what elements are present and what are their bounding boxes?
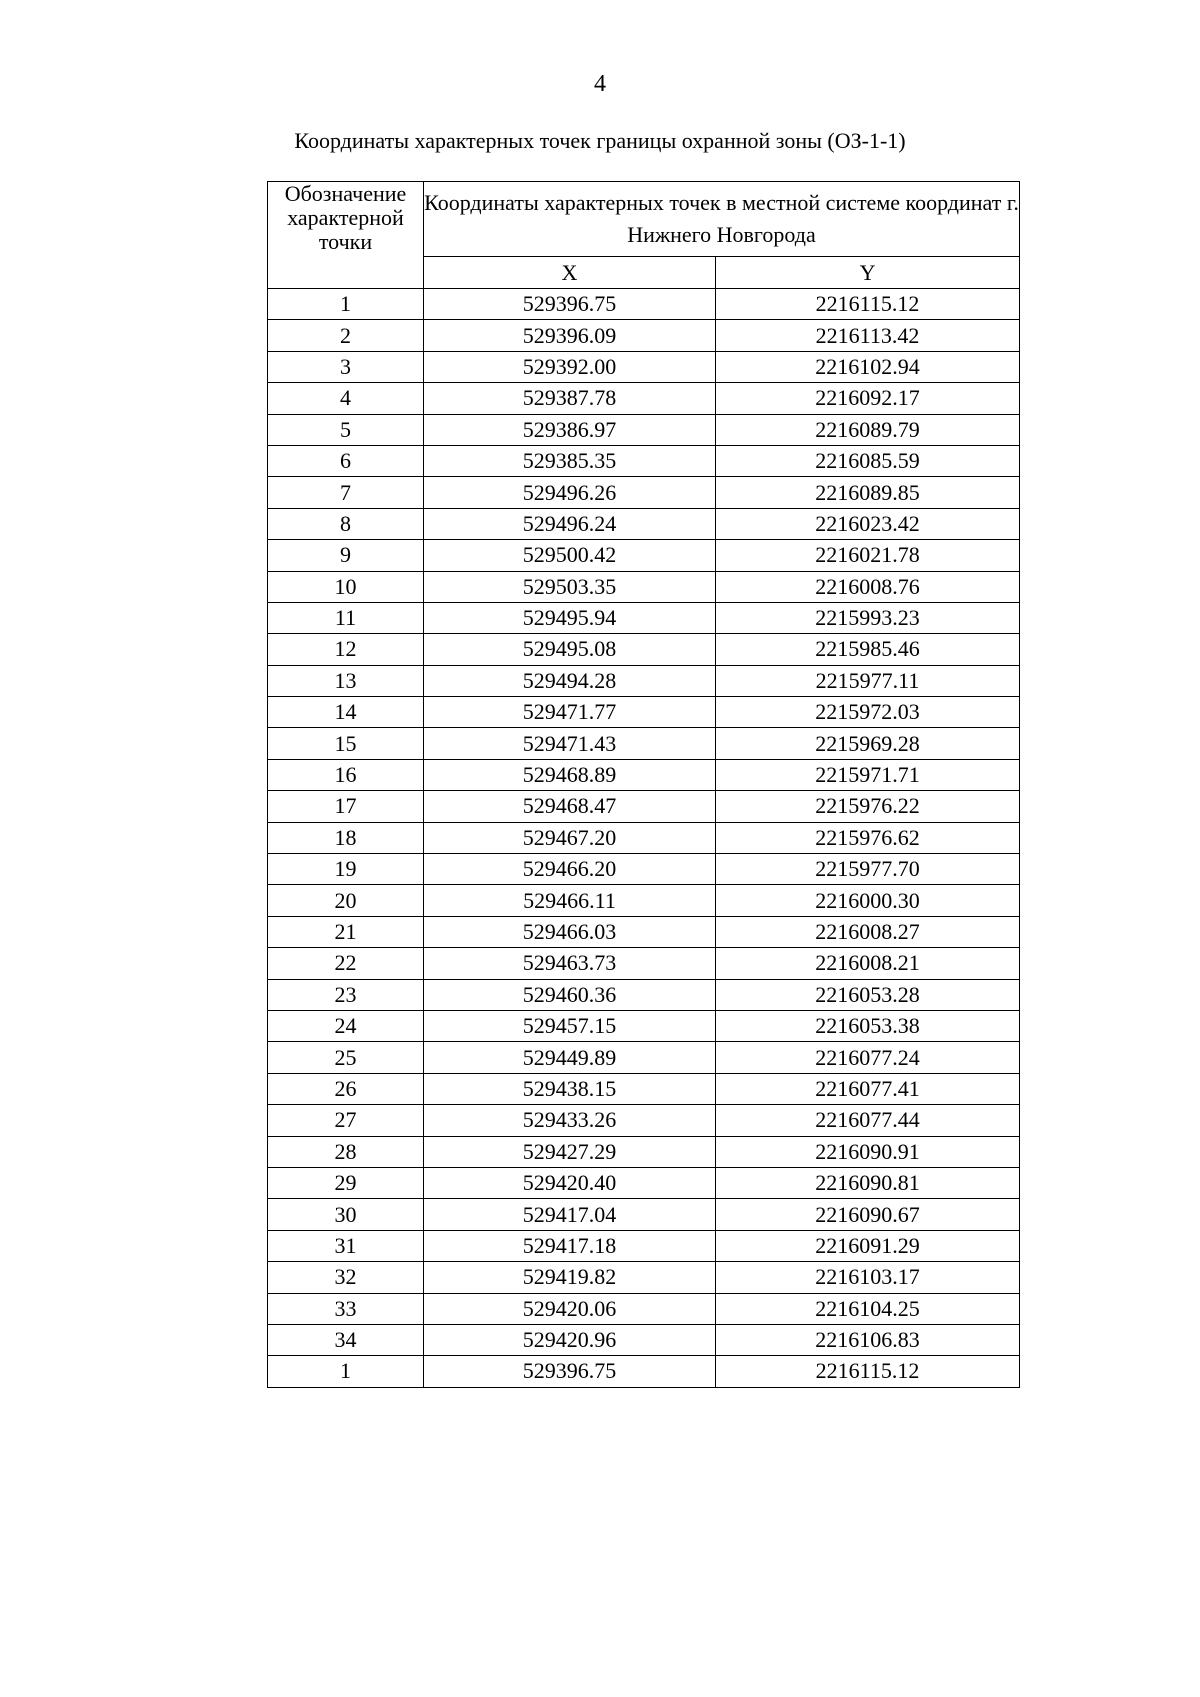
cell-y: 2216008.21 [716, 948, 1020, 979]
cell-point: 17 [268, 791, 424, 822]
cell-x: 529468.89 [424, 759, 716, 790]
cell-y: 2216091.29 [716, 1230, 1020, 1261]
cell-x: 529457.15 [424, 1010, 716, 1041]
cell-y: 2216102.94 [716, 351, 1020, 382]
cell-y: 2216077.24 [716, 1042, 1020, 1073]
table-row [268, 445, 1020, 476]
header-point-designation: Обозначение характерной точки [268, 182, 424, 289]
cell-point: 16 [268, 759, 424, 790]
cell-point: 32 [268, 1262, 424, 1293]
table-row [268, 1136, 1020, 1167]
cell-point: 2 [268, 320, 424, 351]
table-header [268, 182, 1020, 289]
cell-x: 529466.20 [424, 854, 716, 885]
cell-x: 529419.82 [424, 1262, 716, 1293]
cell-y: 2216103.17 [716, 1262, 1020, 1293]
cell-point: 26 [268, 1073, 424, 1104]
cell-y: 2215976.62 [716, 822, 1020, 853]
cell-y: 2216053.38 [716, 1010, 1020, 1041]
table-row [268, 1105, 1020, 1136]
cell-x: 529471.77 [424, 697, 716, 728]
cell-x: 529392.00 [424, 351, 716, 382]
table-row [268, 477, 1020, 508]
cell-x: 529438.15 [424, 1073, 716, 1104]
cell-x: 529495.08 [424, 634, 716, 665]
cell-x: 529496.24 [424, 508, 716, 539]
cell-point: 29 [268, 1167, 424, 1198]
table-row [268, 854, 1020, 885]
cell-point: 11 [268, 602, 424, 633]
table-row [268, 1042, 1020, 1073]
table-row [268, 508, 1020, 539]
cell-point: 33 [268, 1293, 424, 1324]
table-row [268, 351, 1020, 382]
table-row [268, 602, 1020, 633]
cell-x: 529386.97 [424, 414, 716, 445]
cell-y: 2216090.81 [716, 1167, 1020, 1198]
table-row [268, 1230, 1020, 1261]
cell-y: 2215985.46 [716, 634, 1020, 665]
cell-x: 529463.73 [424, 948, 716, 979]
cell-y: 2216090.67 [716, 1199, 1020, 1230]
table-row [268, 885, 1020, 916]
cell-y: 2216115.12 [716, 289, 1020, 320]
cell-y: 2216077.44 [716, 1105, 1020, 1136]
cell-point: 23 [268, 979, 424, 1010]
cell-x: 529385.35 [424, 445, 716, 476]
table-row [268, 634, 1020, 665]
cell-y: 2216077.41 [716, 1073, 1020, 1104]
table-row [268, 571, 1020, 602]
table-row [268, 1073, 1020, 1104]
cell-y: 2216000.30 [716, 885, 1020, 916]
cell-point: 5 [268, 414, 424, 445]
cell-point: 6 [268, 445, 424, 476]
cell-y: 2215976.22 [716, 791, 1020, 822]
cell-x: 529460.36 [424, 979, 716, 1010]
table-row [268, 1167, 1020, 1198]
cell-x: 529420.06 [424, 1293, 716, 1324]
cell-point: 1 [268, 1356, 424, 1387]
cell-x: 529387.78 [424, 383, 716, 414]
cell-x: 529396.75 [424, 1356, 716, 1387]
cell-y: 2215977.11 [716, 665, 1020, 696]
cell-y: 2216053.28 [716, 979, 1020, 1010]
table-row [268, 822, 1020, 853]
cell-point: 8 [268, 508, 424, 539]
table-row [268, 728, 1020, 759]
cell-point: 4 [268, 383, 424, 414]
coordinates-table [267, 181, 1020, 1388]
table-row [268, 289, 1020, 320]
table-row [268, 759, 1020, 790]
cell-x: 529427.29 [424, 1136, 716, 1167]
cell-point: 22 [268, 948, 424, 979]
header-x: X [424, 257, 716, 289]
cell-x: 529466.11 [424, 885, 716, 916]
cell-point: 15 [268, 728, 424, 759]
table-row [268, 540, 1020, 571]
cell-x: 529417.18 [424, 1230, 716, 1261]
cell-x: 529494.28 [424, 665, 716, 696]
cell-point: 31 [268, 1230, 424, 1261]
cell-y: 2216104.25 [716, 1293, 1020, 1324]
cell-point: 25 [268, 1042, 424, 1073]
cell-y: 2216021.78 [716, 540, 1020, 571]
cell-x: 529495.94 [424, 602, 716, 633]
cell-y: 2216089.79 [716, 414, 1020, 445]
page-title: Координаты характерных точек границы охранной зоны (ОЗ-1-1) [294, 128, 906, 153]
cell-point: 28 [268, 1136, 424, 1167]
table-body [268, 289, 1020, 1388]
table-row [268, 979, 1020, 1010]
cell-x: 529420.40 [424, 1167, 716, 1198]
cell-point: 1 [268, 289, 424, 320]
header-y: Y [716, 257, 1020, 289]
page-number: 4 [594, 71, 606, 97]
cell-x: 529503.35 [424, 571, 716, 602]
cell-point: 34 [268, 1324, 424, 1355]
table-row [268, 1262, 1020, 1293]
cell-point: 20 [268, 885, 424, 916]
table-row [268, 383, 1020, 414]
cell-y: 2215977.70 [716, 854, 1020, 885]
cell-x: 529466.03 [424, 916, 716, 947]
cell-x: 529496.26 [424, 477, 716, 508]
table-row [268, 1010, 1020, 1041]
table-row [268, 791, 1020, 822]
cell-x: 529468.47 [424, 791, 716, 822]
cell-x: 529467.20 [424, 822, 716, 853]
cell-x: 529417.04 [424, 1199, 716, 1230]
cell-x: 529471.43 [424, 728, 716, 759]
cell-point: 19 [268, 854, 424, 885]
cell-point: 9 [268, 540, 424, 571]
cell-point: 3 [268, 351, 424, 382]
cell-y: 2215971.71 [716, 759, 1020, 790]
cell-point: 10 [268, 571, 424, 602]
cell-x: 529449.89 [424, 1042, 716, 1073]
cell-y: 2216115.12 [716, 1356, 1020, 1387]
table-row [268, 916, 1020, 947]
cell-point: 27 [268, 1105, 424, 1136]
cell-x: 529433.26 [424, 1105, 716, 1136]
table-row [268, 320, 1020, 351]
cell-y: 2215969.28 [716, 728, 1020, 759]
cell-point: 30 [268, 1199, 424, 1230]
table-row [268, 1356, 1020, 1387]
cell-x: 529396.75 [424, 289, 716, 320]
cell-y: 2216089.85 [716, 477, 1020, 508]
cell-y: 2215993.23 [716, 602, 1020, 633]
cell-point: 24 [268, 1010, 424, 1041]
cell-x: 529396.09 [424, 320, 716, 351]
table-row [268, 1324, 1020, 1355]
cell-point: 12 [268, 634, 424, 665]
cell-x: 529420.96 [424, 1324, 716, 1355]
header-coordinate-system: Координаты характерных точек в местной системе координат г. Нижнего Новгорода [424, 182, 1020, 257]
cell-y: 2216008.27 [716, 916, 1020, 947]
table-row [268, 1293, 1020, 1324]
cell-y: 2216092.17 [716, 383, 1020, 414]
table-row [268, 665, 1020, 696]
cell-point: 21 [268, 916, 424, 947]
cell-y: 2215972.03 [716, 697, 1020, 728]
table-row [268, 1199, 1020, 1230]
cell-point: 7 [268, 477, 424, 508]
cell-y: 2216085.59 [716, 445, 1020, 476]
table-row [268, 948, 1020, 979]
table-row [268, 697, 1020, 728]
cell-y: 2216008.76 [716, 571, 1020, 602]
cell-point: 14 [268, 697, 424, 728]
cell-y: 2216023.42 [716, 508, 1020, 539]
cell-y: 2216106.83 [716, 1324, 1020, 1355]
cell-x: 529500.42 [424, 540, 716, 571]
cell-point: 18 [268, 822, 424, 853]
cell-point: 13 [268, 665, 424, 696]
cell-y: 2216113.42 [716, 320, 1020, 351]
cell-y: 2216090.91 [716, 1136, 1020, 1167]
table-row [268, 414, 1020, 445]
